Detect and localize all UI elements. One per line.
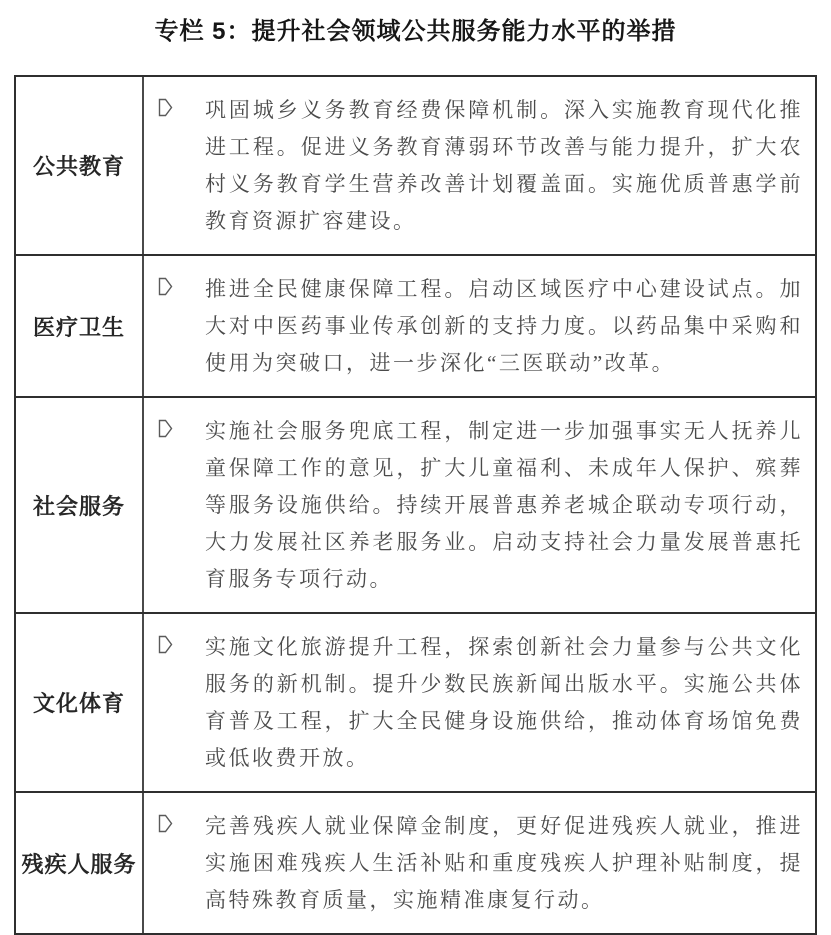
content-cell	[144, 793, 815, 933]
table-row	[16, 256, 815, 398]
content-cell	[144, 614, 815, 791]
category-cell: 残疾人服务	[16, 793, 144, 933]
arrow-right-icon	[158, 276, 173, 297]
content-text: 完善残疾人就业保障金制度，更好促进残疾人就业，推进实施困难残疾人生活补贴和重度残疾人护理补贴制度，提高特殊教育质量，实施精准康复行动。	[205, 814, 803, 912]
content-text: 实施文化旅游提升工程，探索创新社会力量参与公共文化服务的新机制。提升少数民族新闻出版水平。实施公共体育普及工程，扩大全民健身设施供给，推动体育场馆免费或低收费开放。	[205, 635, 803, 770]
content-cell	[144, 398, 815, 612]
category-cell: 公共教育	[16, 77, 144, 254]
content-text: 巩固城乡义务教育经费保障机制。深入实施教育现代化推进工程。促进义务教育薄弱环节改善与能力提升，扩大农村义务教育学生营养改善计划覆盖面。实施优质普惠学前教育资源扩容建设。	[205, 98, 803, 233]
arrow-right-icon	[158, 634, 173, 655]
category-cell: 文化体育	[16, 614, 144, 791]
measures-table	[14, 75, 817, 935]
arrow-right-icon	[158, 97, 173, 118]
table-row	[16, 398, 815, 614]
category-cell: 医疗卫生	[16, 256, 144, 396]
content-text: 推进全民健康保障工程。启动区域医疗中心建设试点。加大对中医药事业传承创新的支持力度。以药品集中采购和使用为突破口，进一步深化“三医联动”改革。	[205, 277, 803, 375]
table-row	[16, 793, 815, 933]
table-row	[16, 614, 815, 793]
category-cell: 社会服务	[16, 398, 144, 612]
arrow-right-icon	[158, 813, 173, 834]
arrow-right-icon	[158, 418, 173, 439]
content-cell	[144, 77, 815, 254]
table-row	[16, 77, 815, 256]
content-text: 实施社会服务兜底工程，制定进一步加强事实无人抚养儿童保障工作的意见，扩大儿童福利、未成年人保护、殡葬等服务设施供给。持续开展普惠养老城企联动专项行动，大力发展社区养老服务业。启动支持社会力量发展普惠托育服务专项行动。	[205, 419, 803, 591]
content-cell	[144, 256, 815, 396]
page-title: 专栏 5：提升社会领域公共服务能力水平的举措	[154, 18, 677, 45]
